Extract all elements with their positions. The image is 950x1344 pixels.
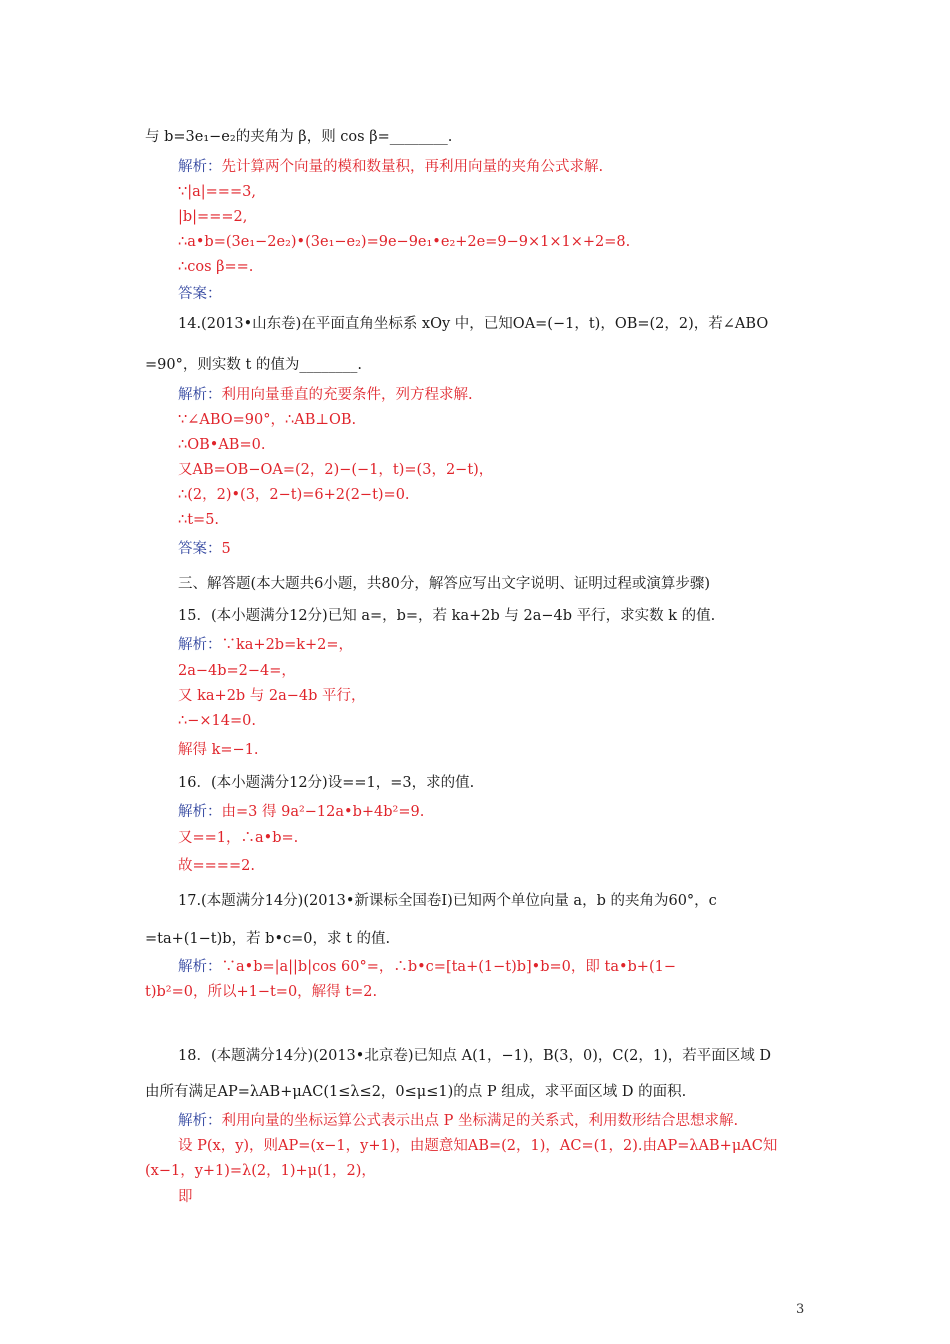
question-line: =ta+(1−t)b，若 b•c=0，求 t 的值.	[145, 931, 391, 947]
solution-line: ∴cos β==.	[178, 259, 254, 275]
solution-line	[178, 385, 473, 405]
solution-line: 又==1，∴a•b=.	[178, 830, 299, 846]
solution-line	[178, 802, 424, 822]
solution-label: 解析：	[178, 637, 222, 653]
solution-line: ∴t=5.	[178, 512, 220, 528]
question-line: 16．(本小题满分12分)设==1，=3，求的值.	[178, 775, 475, 791]
question-line: 18．(本题满分14分)(2013•北京卷)已知点 A(1，−1)，B(3，0)，C(2，1)，若平面区域 D	[178, 1048, 771, 1064]
solution-label: 解析：	[178, 159, 222, 175]
question-line: =90°，则实数 t 的值为________.	[145, 357, 363, 373]
answer-label: 答案：	[178, 286, 222, 302]
solution-text: 由=3 得 9a²−12a•b+4b²=9.	[221, 804, 425, 820]
solution-line: |b|===2,	[178, 209, 248, 225]
answer-label: 答案：	[178, 541, 222, 557]
solution-line: 设 P(x，y)，则AP=(x−1，y+1)，由题意知AB=(2，1)，AC=(1，2).由AP=λAB+μAC知	[178, 1138, 778, 1154]
question-line: 15．(本小题满分12分)已知 a=，b=，若 ka+2b 与 2a−4b 平行，求实数 k 的值.	[178, 608, 716, 624]
solution-line: 2a−4b=2−4=，	[178, 663, 296, 679]
solution-line	[178, 1111, 738, 1131]
solution-label: 解析：	[178, 804, 222, 820]
solution-label: 解析：	[178, 1113, 222, 1129]
solution-line: t)b²=0，所以+1−t=0，解得 t=2.	[145, 984, 378, 1000]
solution-text: 利用向量垂直的充要条件，列方程求解.	[221, 387, 473, 403]
text-line: 与 b=3e₁−e₂的夹角为 β，则 cos β=________.	[145, 129, 453, 145]
section-heading: 三、解答题(本大题共6小题，共80分，解答应写出文字说明、证明过程或演算步骤)	[178, 576, 710, 592]
solution-text: 先计算两个向量的模和数量积，再利用向量的夹角公式求解.	[221, 159, 604, 175]
question-line: 17.(本题满分14分)(2013•新课标全国卷Ⅰ)已知两个单位向量 a，b 的夹角为60°，c	[178, 893, 717, 909]
solution-line: ∴a•b=(3e₁−2e₂)•(3e₁−e₂)=9e−9e₁•e₂+2e=9−9×1×1×+2=8.	[178, 234, 631, 250]
solution-label: 解析：	[178, 387, 222, 403]
solution-line: ∴(2，2)•(3，2−t)=6+2(2−t)=0.	[178, 487, 410, 503]
solution-line: 即	[178, 1189, 193, 1205]
solution-line: 解得 k=−1.	[178, 742, 259, 758]
solution-text: ∵a•b=|a||b|cos 60°=，∴b•c=[ta+(1−t)b]•b=0，即 ta•b+(1−	[221, 959, 676, 975]
question-line: 14.(2013•山东卷)在平面直角坐标系 xOy 中，已知OA=(−1，t)，OB=(2，2)，若∠ABO	[178, 316, 769, 332]
solution-line	[178, 157, 603, 177]
solution-line: ∵|a|===3,	[178, 184, 256, 200]
solution-line: (x−1，y+1)=λ(2，1)+μ(1，2)，	[145, 1163, 376, 1179]
solution-line	[178, 957, 676, 977]
solution-line: 又 ka+2b 与 2a−4b 平行，	[178, 688, 366, 704]
solution-text: 利用向量的坐标运算公式表示出点 P 坐标满足的关系式，利用数形结合思想求解.	[221, 1113, 739, 1129]
solution-text: ∵ka+2b=k+2=，	[221, 637, 354, 653]
page-number: 3	[796, 1302, 805, 1317]
solution-line: ∵∠ABO=90°，∴AB⊥OB.	[178, 412, 357, 428]
solution-line: ∴−×14=0.	[178, 713, 256, 729]
solution-label: 解析：	[178, 959, 222, 975]
answer-text: 5	[221, 541, 231, 557]
answer-line	[178, 539, 231, 559]
solution-line: 故====2.	[178, 858, 255, 874]
solution-line: ∴OB•AB=0.	[178, 437, 266, 453]
solution-line	[178, 635, 353, 655]
answer-line	[178, 284, 222, 304]
question-line: 由所有满足AP=λAB+μAC(1≤λ≤2，0≤μ≤1)的点 P 组成，求平面区域 D 的面积.	[145, 1084, 687, 1100]
solution-line: 又AB=OB−OA=(2，2)−(−1，t)=(3，2−t)，	[178, 462, 494, 478]
